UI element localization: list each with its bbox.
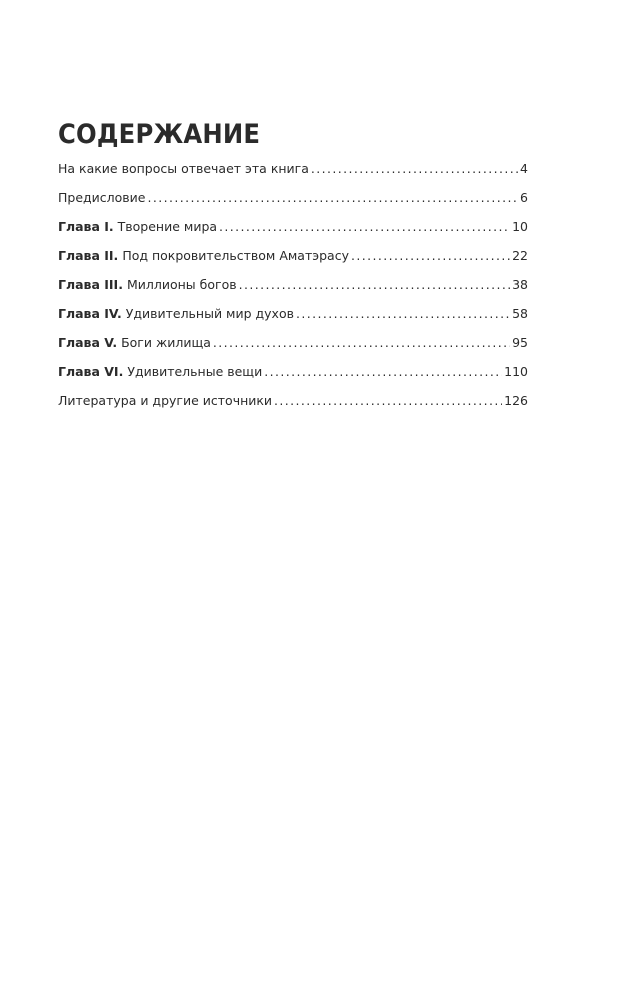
toc-entry-text [58, 364, 262, 380]
dot-leader [147, 190, 518, 206]
toc-entry-title: Удивительный мир духов [125, 306, 294, 321]
toc-entry-title: Творение мира [117, 219, 218, 234]
toc-entry-label: Глава VI. [58, 364, 124, 379]
toc-entry[interactable] [58, 219, 528, 248]
toc-entry-title: На какие вопросы отвечает эта книга [58, 161, 309, 176]
dot-leader [239, 277, 511, 293]
toc-entry-page: 58 [512, 306, 528, 321]
toc-entry-title: Миллионы богов [126, 277, 237, 292]
toc-entry-page: 22 [512, 248, 528, 263]
toc-entry[interactable] [58, 161, 528, 190]
toc-entry-text [58, 335, 211, 351]
dot-leader [264, 364, 502, 380]
toc-entry[interactable] [58, 190, 528, 219]
toc-entry-text [58, 219, 217, 235]
toc-entry-text [58, 306, 294, 322]
toc-entry-text [58, 248, 349, 264]
dot-leader [213, 335, 510, 351]
toc-entry-page: 95 [512, 335, 528, 350]
toc-entry-page: 6 [520, 190, 528, 205]
toc-entry[interactable] [58, 393, 528, 422]
toc-entry-label: Глава IV. [58, 306, 122, 321]
toc-entry[interactable] [58, 248, 528, 277]
dot-leader [351, 248, 510, 264]
toc-entry-text [58, 190, 145, 206]
toc-entry-page: 126 [504, 393, 528, 408]
toc-entry-text [58, 161, 309, 177]
toc-entry-text [58, 277, 237, 293]
toc-entry-page: 4 [520, 161, 528, 176]
dot-leader [296, 306, 510, 322]
toc-entry-title: Под покровительством Аматэрасу [122, 248, 349, 263]
toc-entry[interactable] [58, 306, 528, 335]
toc-entry-page: 110 [504, 364, 528, 379]
toc-entry-text [58, 393, 272, 409]
toc-entry-title: Удивительные вещи [127, 364, 263, 379]
toc-entry[interactable] [58, 335, 528, 364]
toc-entry-title: Предисловие [58, 190, 146, 205]
toc-entry-title: Боги жилища [121, 335, 211, 350]
toc-entry-page: 38 [512, 277, 528, 292]
dot-leader [219, 219, 510, 235]
toc-entry[interactable] [58, 364, 528, 393]
toc-entry-label: Глава II. [58, 248, 119, 263]
toc-entry[interactable] [58, 277, 528, 306]
toc-entry-title: Литература и другие источники [58, 393, 273, 408]
toc-entry-label: Глава V. [58, 335, 118, 350]
dot-leader [274, 393, 502, 409]
toc-entry-label: Глава III. [58, 277, 123, 292]
toc-entry-label: Глава I. [58, 219, 114, 234]
toc-entry-page: 10 [512, 219, 528, 234]
page-title: СОДЕРЖАНИЕ [58, 119, 261, 150]
dot-leader [311, 161, 518, 177]
toc-list [58, 161, 528, 422]
table-of-contents [58, 118, 528, 422]
